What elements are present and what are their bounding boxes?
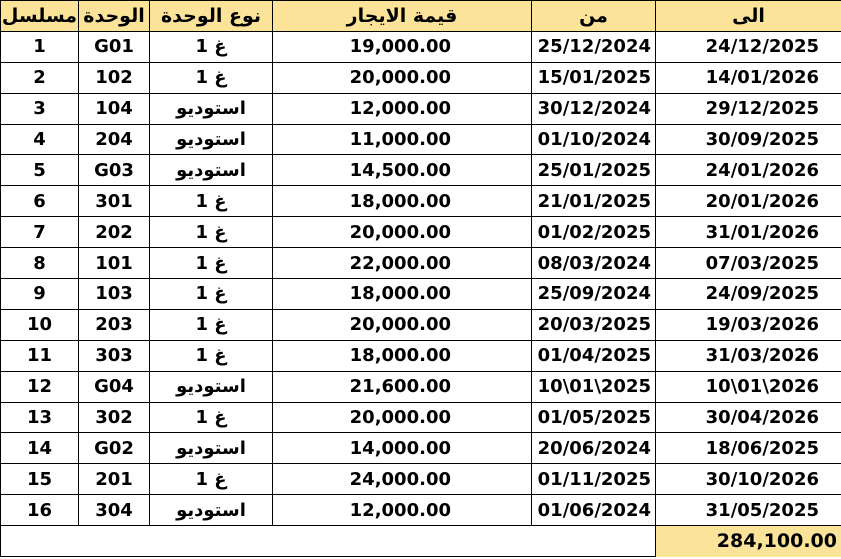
- cell-unit-type[interactable]: غ 1: [150, 464, 273, 495]
- cell-unit[interactable]: G04: [79, 371, 150, 402]
- cell-unit-type[interactable]: غ 1: [150, 309, 273, 340]
- cell-unit-type[interactable]: استوديو: [150, 124, 273, 155]
- cell-unit[interactable]: G03: [79, 155, 150, 186]
- cell-to-date[interactable]: 18/06/2025: [656, 433, 841, 464]
- cell-unit[interactable]: 202: [79, 217, 150, 248]
- cell-unit[interactable]: 304: [79, 495, 150, 526]
- header-unit-type[interactable]: نوع الوحدة: [150, 1, 273, 32]
- cell-serial[interactable]: 13: [1, 402, 79, 433]
- header-row: [1, 1, 841, 32]
- cell-from-date[interactable]: 01/04/2025: [532, 340, 656, 371]
- cell-from-date[interactable]: 25/09/2024: [532, 279, 656, 310]
- cell-unit[interactable]: 303: [79, 340, 150, 371]
- cell-to-date[interactable]: 14/01/2026: [656, 62, 841, 93]
- table-row: [1, 309, 841, 340]
- total-spacer: [1, 526, 656, 557]
- cell-serial[interactable]: 11: [1, 340, 79, 371]
- cell-rent[interactable]: 18,000.00: [273, 186, 532, 217]
- cell-rent[interactable]: 18,000.00: [273, 279, 532, 310]
- table-row: [1, 371, 841, 402]
- cell-rent[interactable]: 20,000.00: [273, 62, 532, 93]
- cell-unit[interactable]: 203: [79, 309, 150, 340]
- table-row: [1, 248, 841, 279]
- cell-unit[interactable]: 104: [79, 93, 150, 124]
- cell-from-date[interactable]: 30/12/2024: [532, 93, 656, 124]
- table-row: [1, 31, 841, 62]
- header-to[interactable]: الى: [656, 1, 841, 32]
- table-row: [1, 217, 841, 248]
- cell-to-date[interactable]: 30/04/2026: [656, 402, 841, 433]
- table-row: [1, 433, 841, 464]
- table-row: [1, 279, 841, 310]
- cell-rent[interactable]: 20,000.00: [273, 217, 532, 248]
- cell-unit[interactable]: G02: [79, 433, 150, 464]
- cell-from-date[interactable]: 01/10/2024: [532, 124, 656, 155]
- cell-rent[interactable]: 12,000.00: [273, 93, 532, 124]
- cell-unit[interactable]: 101: [79, 248, 150, 279]
- cell-unit[interactable]: 201: [79, 464, 150, 495]
- cell-to-date[interactable]: 20/01/2026: [656, 186, 841, 217]
- cell-to-date[interactable]: 24/01/2026: [656, 155, 841, 186]
- table-row: [1, 464, 841, 495]
- cell-serial[interactable]: 2: [1, 62, 79, 93]
- cell-serial[interactable]: 9: [1, 279, 79, 310]
- cell-unit-type[interactable]: غ 1: [150, 62, 273, 93]
- cell-rent[interactable]: 11,000.00: [273, 124, 532, 155]
- cell-unit[interactable]: 204: [79, 124, 150, 155]
- cell-from-date[interactable]: 20/06/2024: [532, 433, 656, 464]
- cell-from-date[interactable]: 15/01/2025: [532, 62, 656, 93]
- cell-serial[interactable]: 1: [1, 31, 79, 62]
- cell-to-date[interactable]: 31/03/2026: [656, 340, 841, 371]
- cell-rent[interactable]: 20,000.00: [273, 309, 532, 340]
- table-row: [1, 340, 841, 371]
- cell-from-date[interactable]: 25/12/2024: [532, 31, 656, 62]
- table-row: [1, 186, 841, 217]
- cell-from-date[interactable]: 08/03/2024: [532, 248, 656, 279]
- cell-to-date[interactable]: 19/03/2026: [656, 309, 841, 340]
- table-row: [1, 93, 841, 124]
- cell-serial[interactable]: 7: [1, 217, 79, 248]
- cell-unit[interactable]: 102: [79, 62, 150, 93]
- table-row: [1, 124, 841, 155]
- cell-from-date[interactable]: 20/03/2025: [532, 309, 656, 340]
- cell-unit[interactable]: 302: [79, 402, 150, 433]
- table-row: [1, 402, 841, 433]
- cell-unit-type[interactable]: غ 1: [150, 402, 273, 433]
- cell-to-date[interactable]: 07/03/2025: [656, 248, 841, 279]
- cell-rent[interactable]: 14,000.00: [273, 433, 532, 464]
- cell-unit[interactable]: 103: [79, 279, 150, 310]
- cell-from-date[interactable]: 01/05/2025: [532, 402, 656, 433]
- cell-to-date[interactable]: 30/10/2026: [656, 464, 841, 495]
- cell-serial[interactable]: 6: [1, 186, 79, 217]
- cell-unit-type[interactable]: غ 1: [150, 186, 273, 217]
- cell-rent[interactable]: 12,000.00: [273, 495, 532, 526]
- cell-rent[interactable]: 18,000.00: [273, 340, 532, 371]
- cell-unit-type[interactable]: غ 1: [150, 31, 273, 62]
- header-rent[interactable]: قيمة الايجار: [273, 1, 532, 32]
- cell-unit-type[interactable]: استوديو: [150, 433, 273, 464]
- cell-rent[interactable]: 24,000.00: [273, 464, 532, 495]
- cell-from-date[interactable]: 25/01/2025: [532, 155, 656, 186]
- cell-from-date[interactable]: 21/01/2025: [532, 186, 656, 217]
- cell-unit-type[interactable]: غ 1: [150, 248, 273, 279]
- total-value-cell[interactable]: 284,100.00: [656, 526, 841, 557]
- header-unit[interactable]: الوحدة: [79, 1, 150, 32]
- cell-from-date[interactable]: 01/06/2024: [532, 495, 656, 526]
- cell-unit-type[interactable]: استوديو: [150, 93, 273, 124]
- cell-to-date[interactable]: 10\01\2026: [656, 371, 841, 402]
- cell-to-date[interactable]: 31/01/2026: [656, 217, 841, 248]
- cell-unit-type[interactable]: غ 1: [150, 340, 273, 371]
- cell-rent[interactable]: 22,000.00: [273, 248, 532, 279]
- cell-serial[interactable]: 16: [1, 495, 79, 526]
- cell-to-date[interactable]: 24/12/2025: [656, 31, 841, 62]
- cell-serial[interactable]: 14: [1, 433, 79, 464]
- table-row: [1, 62, 841, 93]
- cell-from-date[interactable]: 01/02/2025: [532, 217, 656, 248]
- cell-serial[interactable]: 12: [1, 371, 79, 402]
- cell-rent[interactable]: 14,500.00: [273, 155, 532, 186]
- cell-from-date[interactable]: 01/11/2025: [532, 464, 656, 495]
- header-serial[interactable]: مسلسل: [1, 1, 79, 32]
- cell-serial[interactable]: 10: [1, 309, 79, 340]
- cell-rent[interactable]: 20,000.00: [273, 402, 532, 433]
- cell-unit-type[interactable]: استوديو: [150, 495, 273, 526]
- cell-serial[interactable]: 8: [1, 248, 79, 279]
- cell-unit[interactable]: G01: [79, 31, 150, 62]
- cell-to-date[interactable]: 29/12/2025: [656, 93, 841, 124]
- cell-serial[interactable]: 3: [1, 93, 79, 124]
- cell-serial[interactable]: 5: [1, 155, 79, 186]
- cell-rent[interactable]: 19,000.00: [273, 31, 532, 62]
- header-from[interactable]: من: [532, 1, 656, 32]
- cell-unit[interactable]: 301: [79, 186, 150, 217]
- cell-serial[interactable]: 15: [1, 464, 79, 495]
- table-row: [1, 495, 841, 526]
- cell-unit-type[interactable]: غ 1: [150, 279, 273, 310]
- cell-serial[interactable]: 4: [1, 124, 79, 155]
- cell-from-date[interactable]: 10\01\2025: [532, 371, 656, 402]
- cell-unit-type[interactable]: غ 1: [150, 217, 273, 248]
- table-row: [1, 155, 841, 186]
- cell-unit-type[interactable]: استوديو: [150, 155, 273, 186]
- total-row: [1, 526, 841, 557]
- cell-to-date[interactable]: 30/09/2025: [656, 124, 841, 155]
- cell-to-date[interactable]: 31/05/2025: [656, 495, 841, 526]
- cell-rent[interactable]: 21,600.00: [273, 371, 532, 402]
- table-body: [1, 31, 841, 525]
- cell-to-date[interactable]: 24/09/2025: [656, 279, 841, 310]
- cell-unit-type[interactable]: استوديو: [150, 371, 273, 402]
